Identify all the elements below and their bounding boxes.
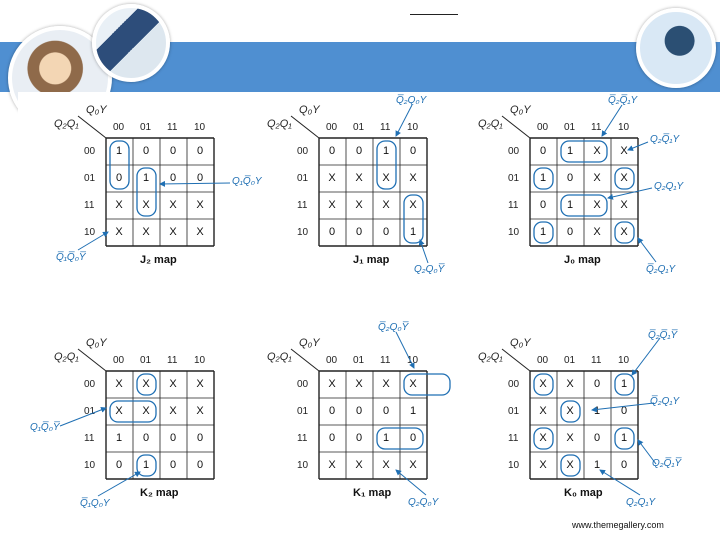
- annotation-j2-1: Q̅₁Q̅₀Y̅: [56, 252, 86, 263]
- kmap-cell: X: [620, 145, 628, 157]
- annotation-j0-1: Q̅₂Q̅₁Y: [608, 95, 638, 106]
- kmap-cell: X: [169, 199, 177, 211]
- kmap-cell: 0: [196, 145, 204, 157]
- kmap-cell: X: [355, 459, 363, 471]
- kmap-title: J₁ map: [353, 254, 390, 266]
- kmap-k1: [265, 333, 475, 543]
- kmap-cell: X: [142, 405, 150, 417]
- kmap-cell: 1: [620, 432, 628, 444]
- kmap-j0: [476, 100, 686, 310]
- kmap-cell: X: [382, 459, 390, 471]
- kmap-col-label: 01: [140, 355, 152, 366]
- kmap-cell: 0: [196, 459, 204, 471]
- kmap-cell: 1: [382, 145, 390, 157]
- annotation-j0-3: Q₂Q₁Y: [654, 181, 684, 192]
- kmap-cell: X: [169, 378, 177, 390]
- kmap-row-variable: Q₂Q₁: [267, 118, 292, 130]
- kmap-cell: X: [169, 405, 177, 417]
- annotation-k2-2: Q̅₁Q₀Y: [80, 498, 110, 509]
- kmap-cell: 0: [196, 172, 204, 184]
- kmap-cell: 0: [355, 145, 363, 157]
- kmap-cell: X: [539, 378, 547, 390]
- annotation-k1-2: Q₂Q₀Y: [408, 497, 439, 508]
- annotation-j0-4: Q̅₂Q₁Y: [646, 264, 676, 275]
- kmap-corner-diagonal: [291, 349, 319, 371]
- kmap-cell: 0: [382, 226, 390, 238]
- kmap-cell: 0: [328, 432, 336, 444]
- kmap-cell: X: [566, 405, 574, 417]
- kmap-cell: X: [566, 378, 574, 390]
- kmap-cell: 0: [566, 226, 574, 238]
- kmap-row-label: 01: [508, 173, 520, 184]
- kmap-row-label: 10: [297, 227, 309, 238]
- annotation-j2-2: Q₁Q̅₀Y: [232, 176, 262, 187]
- annotation-j0-2: Q₂Q̅₁Y: [650, 134, 680, 145]
- annotation-k2-1: Q₁Q̅₀Y̅: [30, 422, 60, 433]
- kmap-col-label: 10: [407, 122, 419, 133]
- kmap-corner-diagonal: [502, 116, 530, 138]
- kmap-cell: X: [328, 172, 336, 184]
- kmap-row-label: 10: [297, 460, 309, 471]
- kmap-col-variable: Q₀Y: [510, 104, 531, 116]
- kmap-cell: 0: [328, 226, 336, 238]
- kmap-title: K₂ map: [140, 487, 179, 499]
- kmap-cell: 0: [539, 145, 547, 157]
- kmap-cell: 0: [539, 199, 547, 211]
- kmap-cell: 0: [115, 172, 123, 184]
- kmap-row-label: 11: [297, 200, 308, 211]
- kmap-cell: 0: [142, 145, 150, 157]
- kmap-col-label: 10: [194, 122, 206, 133]
- kmap-cell: X: [620, 226, 628, 238]
- kmap-cell: 0: [382, 405, 390, 417]
- kmap-cell: 0: [409, 145, 417, 157]
- kmap-cell: 0: [328, 405, 336, 417]
- kmap-cell: X: [355, 199, 363, 211]
- kmap-cell: 0: [620, 405, 628, 417]
- kmap-cell: X: [115, 378, 123, 390]
- kmap-cell: X: [382, 199, 390, 211]
- annotation-j1-2: Q₂Q₀Y̅: [414, 264, 445, 275]
- kmap-cell: 1: [539, 172, 547, 184]
- kmap-cell: 0: [593, 432, 601, 444]
- kmap-row-label: 10: [508, 227, 520, 238]
- kmap-cell: 0: [355, 432, 363, 444]
- kmap-col-label: 00: [326, 122, 338, 133]
- kmap-cell: X: [593, 199, 601, 211]
- kmap-cell: 1: [409, 226, 417, 238]
- kmap-cell: X: [566, 432, 574, 444]
- kmap-cell: 1: [566, 145, 574, 157]
- kmap-col-variable: Q₀Y: [86, 337, 107, 349]
- kmap-col-label: 10: [194, 355, 206, 366]
- kmap-col-label: 00: [537, 122, 549, 133]
- kmap-col-variable: Q₀Y: [299, 337, 320, 349]
- kmap-cell: X: [328, 459, 336, 471]
- kmap-row-label: 00: [84, 379, 96, 390]
- kmap-cell: X: [142, 199, 150, 211]
- kmap-col-label: 11: [167, 355, 178, 366]
- kmap-cell: 1: [142, 459, 150, 471]
- kmap-row-variable: Q₂Q₁: [478, 118, 503, 130]
- kmap-row-label: 00: [84, 146, 96, 157]
- kmap-cell: X: [142, 378, 150, 390]
- kmap-cell: X: [620, 199, 628, 211]
- kmap-cell: 0: [355, 226, 363, 238]
- annotation-k0-3: Q₂Q̅₁Y̅: [652, 458, 682, 469]
- kmap-row-label: 11: [84, 200, 95, 211]
- kmap-title: J₂ map: [140, 254, 177, 266]
- kmap-cell: X: [142, 226, 150, 238]
- kmap-col-variable: Q₀Y: [86, 104, 107, 116]
- kmap-cell: X: [196, 226, 204, 238]
- kmap-row-label: 01: [297, 173, 309, 184]
- kmap-cell: X: [328, 378, 336, 390]
- kmap-row-label: 10: [508, 460, 520, 471]
- kmap-col-label: 01: [564, 122, 576, 133]
- kmap-cell: X: [196, 199, 204, 211]
- kmap-cell: X: [593, 145, 601, 157]
- kmap-cell: 0: [169, 172, 177, 184]
- kmap-row-label: 00: [508, 146, 520, 157]
- kmap-k2: [52, 333, 262, 543]
- annotation-k1-1: Q̅₂Q₀Y̅: [378, 322, 409, 333]
- kmap-cell: 0: [409, 432, 417, 444]
- kmap-cell: X: [409, 172, 417, 184]
- kmap-cell: X: [196, 405, 204, 417]
- kmap-k0: [476, 333, 686, 543]
- kmap-cell: 1: [566, 199, 574, 211]
- kmap-cell: 0: [355, 405, 363, 417]
- kmap-col-variable: Q₀Y: [299, 104, 320, 116]
- annotation-k0-1: Q̅₂Q̅₁Y̅: [648, 330, 678, 341]
- header-photo-office: [636, 8, 716, 88]
- kmap-row-label: 00: [508, 379, 520, 390]
- kmap-cell: 1: [593, 405, 601, 417]
- kmap-row-label: 11: [297, 433, 308, 444]
- kmap-row-variable: Q₂Q₁: [54, 118, 79, 130]
- header-rule: [410, 14, 458, 15]
- kmap-row-variable: Q₂Q₁: [54, 351, 79, 363]
- kmap-row-label: 00: [297, 379, 309, 390]
- kmap-cell: X: [196, 378, 204, 390]
- kmap-row-label: 01: [84, 406, 96, 417]
- kmap-cell: X: [539, 405, 547, 417]
- annotation-j1-1: Q̅₂Q₀Y: [396, 95, 427, 106]
- kmap-corner-diagonal: [78, 349, 106, 371]
- kmap-cell: X: [355, 378, 363, 390]
- kmap-col-label: 11: [380, 355, 391, 366]
- kmap-cell: 0: [169, 145, 177, 157]
- kmap-cell: X: [328, 199, 336, 211]
- kmap-corner-diagonal: [78, 116, 106, 138]
- kmap-row-label: 10: [84, 460, 96, 471]
- kmap-cell: 1: [620, 378, 628, 390]
- kmap-row-variable: Q₂Q₁: [267, 351, 292, 363]
- kmap-cell: X: [409, 378, 417, 390]
- header-photo-business: [92, 4, 170, 82]
- kmap-cell: 1: [115, 145, 123, 157]
- kmap-cell: 0: [566, 172, 574, 184]
- kmap-row-variable: Q₂Q₁: [478, 351, 503, 363]
- kmap-title: K₁ map: [353, 487, 392, 499]
- kmap-cell: 0: [115, 459, 123, 471]
- kmap-cell: 0: [169, 432, 177, 444]
- kmap-cell: 1: [115, 432, 123, 444]
- kmap-row-label: 01: [84, 173, 96, 184]
- kmap-col-label: 10: [407, 355, 419, 366]
- kmap-corner-diagonal: [502, 349, 530, 371]
- kmap-cell: X: [409, 459, 417, 471]
- kmap-cell: 1: [593, 459, 601, 471]
- kmap-col-label: 11: [380, 122, 391, 133]
- kmap-cell: X: [539, 459, 547, 471]
- kmap-cell: 0: [620, 459, 628, 471]
- kmap-cell: X: [539, 432, 547, 444]
- kmap-cell: X: [593, 172, 601, 184]
- kmap-cell: X: [382, 378, 390, 390]
- kmap-row-label: 11: [508, 200, 519, 211]
- kmap-j2: [52, 100, 262, 310]
- kmap-corner-diagonal: [291, 116, 319, 138]
- kmap-col-label: 10: [618, 355, 630, 366]
- kmap-cell: X: [115, 199, 123, 211]
- kmap-col-label: 01: [353, 355, 365, 366]
- kmap-row-label: 01: [297, 406, 309, 417]
- kmap-col-label: 00: [326, 355, 338, 366]
- kmap-cell: X: [382, 172, 390, 184]
- kmap-cell: 1: [539, 226, 547, 238]
- kmap-cell: 0: [196, 432, 204, 444]
- kmap-col-label: 00: [113, 355, 125, 366]
- kmap-title: K₀ map: [564, 487, 603, 499]
- kmap-cell: X: [115, 405, 123, 417]
- kmap-cell: 0: [142, 432, 150, 444]
- kmap-cell: X: [409, 199, 417, 211]
- kmap-row-label: 11: [84, 433, 95, 444]
- kmap-j1: [265, 100, 475, 310]
- footer-url[interactable]: www.themegallery.com: [572, 520, 664, 530]
- kmap-cell: X: [566, 459, 574, 471]
- kmap-cell: X: [593, 226, 601, 238]
- kmap-cell: X: [620, 172, 628, 184]
- kmap-col-label: 11: [591, 355, 602, 366]
- kmap-cell: 0: [328, 145, 336, 157]
- kmap-row-label: 01: [508, 406, 520, 417]
- kmap-col-label: 01: [353, 122, 365, 133]
- kmap-row-label: 10: [84, 227, 96, 238]
- kmap-cell: X: [115, 226, 123, 238]
- kmap-title: J₀ map: [564, 254, 601, 266]
- kmap-cell: 0: [593, 378, 601, 390]
- annotation-k0-4: Q₂Q₁Y: [626, 497, 656, 508]
- kmap-col-label: 10: [618, 122, 630, 133]
- kmap-col-label: 01: [140, 122, 152, 133]
- kmap-cell: X: [169, 226, 177, 238]
- kmap-col-label: 00: [113, 122, 125, 133]
- kmap-cell: 0: [169, 459, 177, 471]
- kmap-cell: 1: [409, 405, 417, 417]
- kmap-cell: 1: [142, 172, 150, 184]
- kmap-col-label: 11: [167, 122, 178, 133]
- kmap-cell: 1: [382, 432, 390, 444]
- kmap-col-variable: Q₀Y: [510, 337, 531, 349]
- kmap-row-label: 11: [508, 433, 519, 444]
- annotation-k0-2: Q̅₂Q₁Y: [650, 396, 680, 407]
- kmap-cell: X: [355, 172, 363, 184]
- kmap-col-label: 00: [537, 355, 549, 366]
- kmap-col-label: 01: [564, 355, 576, 366]
- kmap-col-label: 11: [591, 122, 602, 133]
- kmap-row-label: 00: [297, 146, 309, 157]
